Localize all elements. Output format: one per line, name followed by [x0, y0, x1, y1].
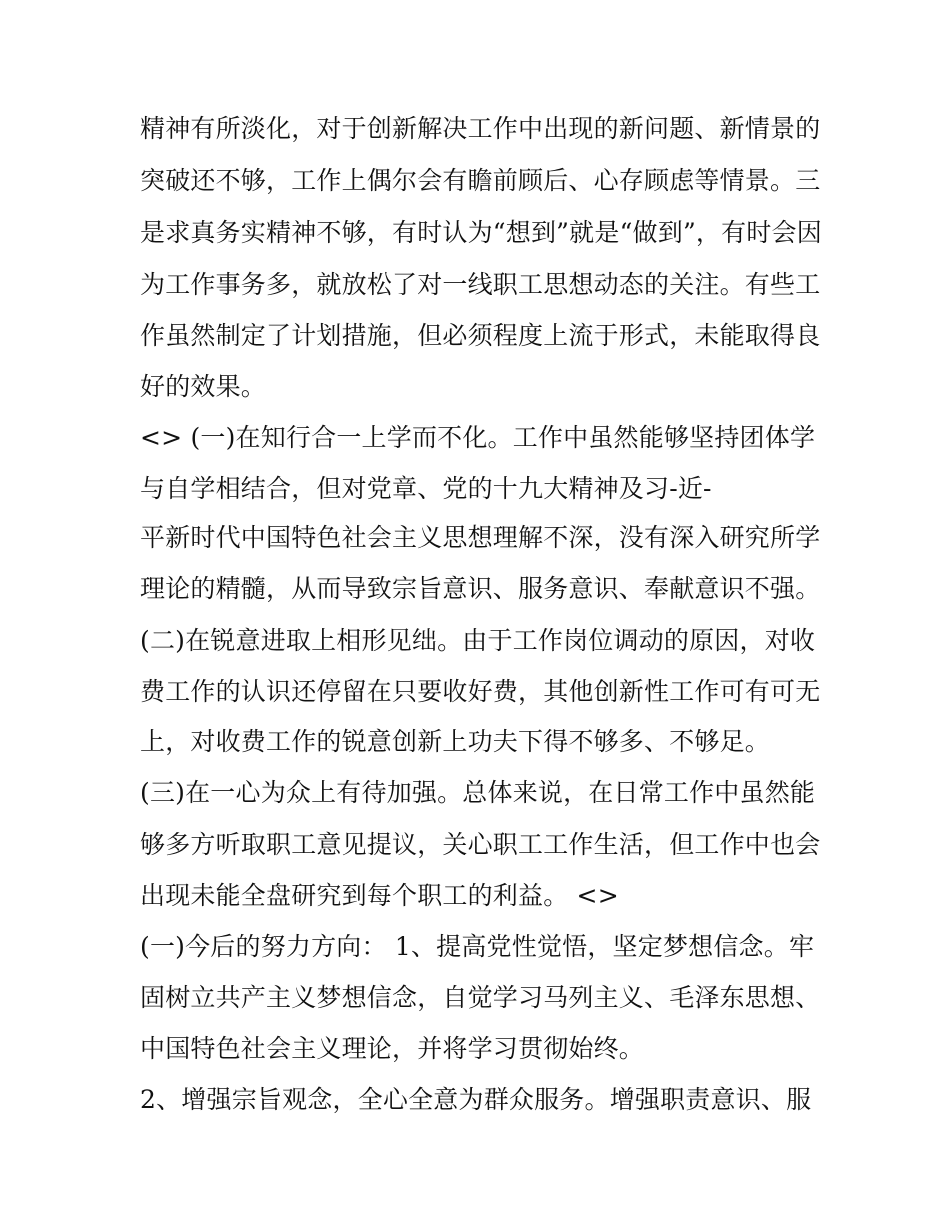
text-line: 为工作事务多，就放松了对一线职工思想动态的关注。有些工: [140, 270, 821, 299]
text-line: 理论的精髓，从而导致宗旨意识、服务意识、奉献意识不强。: [140, 574, 821, 603]
text-line: 平新时代中国特色社会主义思想理解不深，没有深入研究所学: [140, 523, 821, 552]
text-line: 出现未能全盘研究到每个职工的利益。 <>: [140, 881, 619, 910]
text-line: 2、增强宗旨观念，全心全意为群众服务。增强职责意识、服: [140, 1085, 812, 1114]
text-line: <> (一)在知行合一上学而不化。工作中虽然能够坚持团体学: [140, 423, 816, 452]
text-line: (一)今后的努力方向： 1、提高党性觉悟，坚定梦想信念。牢: [140, 932, 815, 961]
text-line: 与自学相结合，但对党章、党的十九大精神及习-近-: [140, 474, 712, 503]
text-line: 费工作的认识还停留在只要收好费，其他创新性工作可有可无: [140, 677, 821, 706]
text-line: 够多方听取职工意见提议，关心职工工作生活，但工作中也会: [140, 830, 821, 859]
text-line: 固树立共产主义梦想信念，自觉学习马列主义、毛泽东思想、: [140, 983, 821, 1012]
text-line: (二)在锐意进取上相形见绌。由于工作岗位调动的原因，对收: [140, 626, 816, 655]
text-line: 是求真务实精神不够，有时认为“想到”就是“做到”，有时会因: [140, 218, 822, 247]
text-line: 好的效果。: [140, 372, 267, 401]
text-line: 上，对收费工作的锐意创新上功夫下得不够多、不够足。: [140, 727, 771, 756]
text-line: 中国特色社会主义理论，并将学习贯彻始终。: [140, 1034, 645, 1063]
text-line: 突破还不够，工作上偶尔会有瞻前顾后、心存顾虑等情景。三: [140, 166, 821, 195]
text-line: (三)在一心为众上有待加强。总体来说，在日常工作中虽然能: [140, 778, 816, 807]
text-line: 作虽然制定了计划措施，但必须程度上流于形式，未能取得良: [140, 321, 821, 350]
text-line: 精神有所淡化，对于创新解决工作中出现的新问题、新情景的: [140, 114, 821, 143]
